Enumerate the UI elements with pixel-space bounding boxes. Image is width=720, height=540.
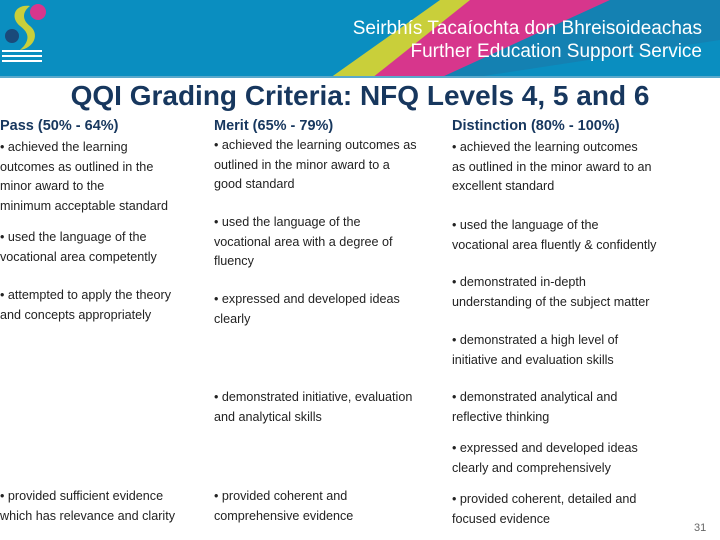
- merit-item: • demonstrated initiative, evaluation and analytical skills: [214, 390, 413, 424]
- distinction-item: • used the language of the vocational area fluently & confidently: [452, 218, 657, 252]
- distinction-item: • provided coherent, detailed and focused evidence: [452, 492, 637, 526]
- distinction-item: • demonstrated in-depth understanding of the subject matter: [452, 275, 650, 309]
- pass-item: • provided sufficient evidence which has relevance and clarity: [0, 489, 176, 523]
- page-title: QQI Grading Criteria: NFQ Levels 4, 5 and 6: [70, 80, 650, 111]
- pass-item: • used the language of the vocational area competently: [0, 230, 157, 264]
- merit-item: • expressed and developed ideas clearly: [214, 292, 400, 326]
- header-banner: [0, 0, 720, 78]
- pass-heading: Pass (50% - 64%): [0, 118, 119, 134]
- distinction-heading: Distinction (80% - 100%): [452, 118, 620, 134]
- pass-item: • attempted to apply the theory and concepts appropriately: [0, 288, 172, 322]
- distinction-item: • achieved the learning outcomes as outlined in the minor award to an excellent standard: [452, 140, 652, 193]
- merit-heading: Merit (65% - 79%): [214, 118, 334, 134]
- page-number: 31: [694, 522, 707, 534]
- pass-item: • achieved the learning outcomes as outlined in the minor award to the minimum acceptable standard: [0, 140, 168, 213]
- distinction-item: • demonstrated a high level of initiative and evaluation skills: [452, 333, 619, 367]
- merit-item: • provided coherent and comprehensive evidence: [214, 489, 354, 523]
- banner-title-english: Further Education Support Service: [410, 41, 702, 62]
- fess-logo: [0, 0, 50, 64]
- distinction-item: • expressed and developed ideas clearly and comprehensively: [452, 441, 638, 475]
- merit-item: • achieved the learning outcomes as outlined in the minor award to a good standard: [214, 138, 417, 191]
- merit-item: • used the language of the vocational area with a degree of fluency: [214, 215, 393, 268]
- distinction-item: • demonstrated analytical and reflective thinking: [452, 390, 618, 424]
- banner-title-irish: Seirbhís Tacaíochta don Bhreisoideachas: [352, 18, 702, 39]
